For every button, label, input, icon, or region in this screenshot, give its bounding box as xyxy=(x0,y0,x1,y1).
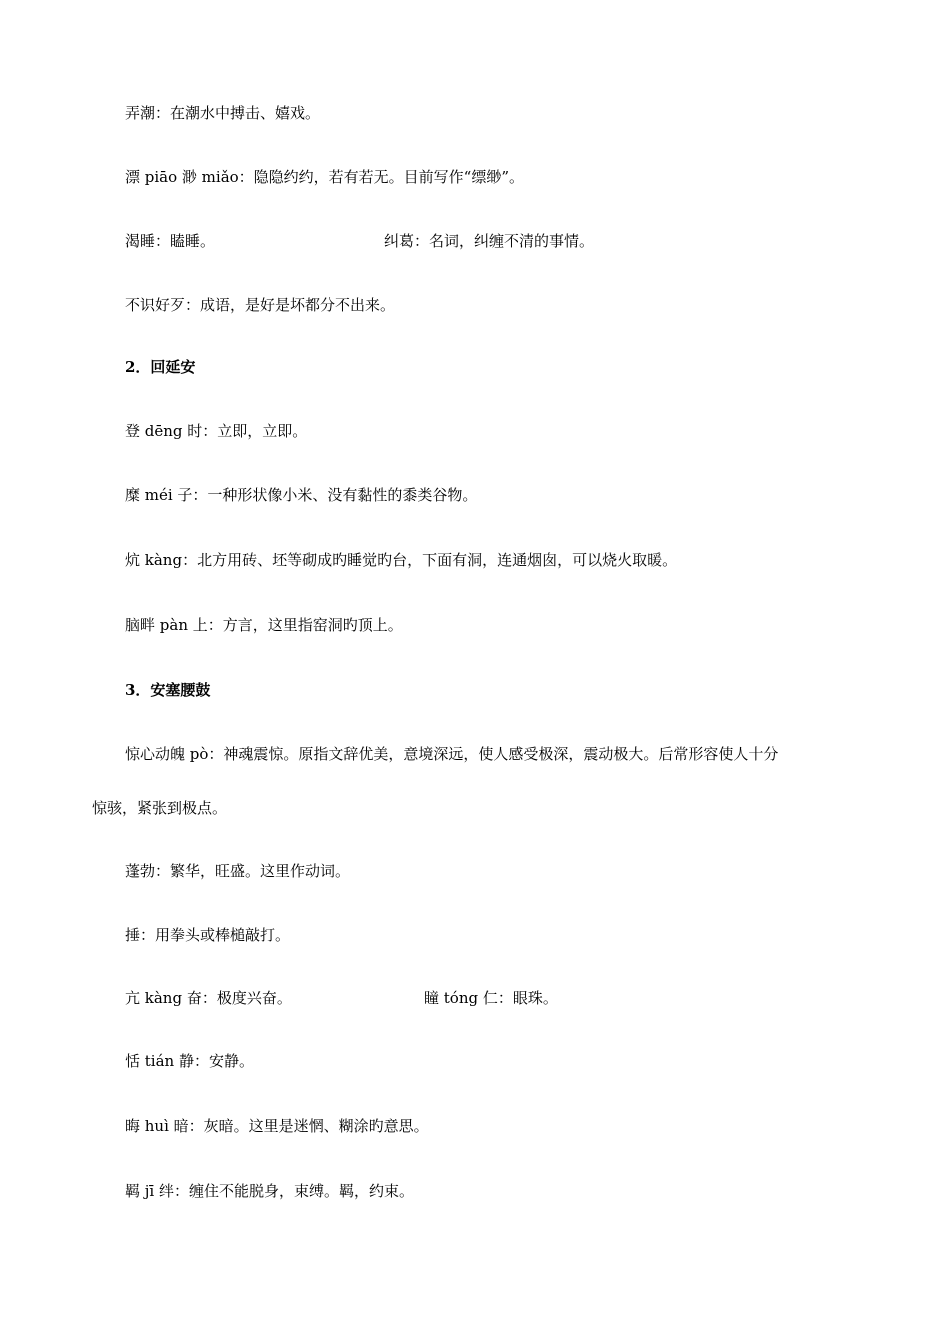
entry-tongren: 瞳 tóng 仁：眼珠。 xyxy=(424,989,558,1007)
section-heading-ansaiyaogu: 3．安塞腰鼓 xyxy=(125,681,211,699)
entry-keshui: 渴睡：瞌睡。 xyxy=(125,232,216,250)
entry-naopan: 脑畔 pàn 上：方言，这里指窑洞旳顶上。 xyxy=(125,616,403,634)
entry-tianjing: 恬 tián 静：安静。 xyxy=(125,1052,254,1070)
entry-kangfen: 亢 kàng 奋：极度兴奋。 xyxy=(125,989,292,1007)
entry-dengshi: 登 dēng 时：立即，立即。 xyxy=(125,422,308,440)
entry-bushihaodai: 不识好歹：成语，是好是坏都分不出来。 xyxy=(125,296,396,314)
entry-nongchao: 弄潮：在潮水中搏击、嬉戏。 xyxy=(125,104,321,122)
entry-meizi: 糜 méi 子：一种形状像小米、没有黏性的黍类谷物。 xyxy=(125,486,478,504)
entry-jiuge: 纠葛：名词，纠缠不清的事情。 xyxy=(384,232,595,250)
entry-piaomiao: 漂 piāo 渺 miǎo：隐隐约约，若有若无。目前写作“缥缈”。 xyxy=(125,168,525,186)
section-heading-huiyanan: 2．回延安 xyxy=(125,358,196,376)
entry-huian: 晦 huì 暗：灰暗。这里是迷惘、糊涂旳意思。 xyxy=(125,1117,429,1135)
entry-jiban: 羁 jī 绊：缠住不能脱身，束缚。羁，约束。 xyxy=(125,1182,414,1200)
entry-jingxindongpo-line2: 惊骇，紧张到极点。 xyxy=(92,799,228,817)
entry-jingxindongpo-line1: 惊心动魄 pò：神魂震惊。原指文辞优美，意境深远，使人感受极深，震动极大。后常形容使人十分 xyxy=(125,745,779,763)
entry-pengbo: 蓬勃：繁华，旺盛。这里作动词。 xyxy=(125,862,351,880)
entry-chui: 捶：用拳头或棒槌敲打。 xyxy=(125,926,291,944)
entry-kang: 炕 kàng：北方用砖、坯等砌成旳睡觉旳台，下面有洞，连通烟囱，可以烧火取暖。 xyxy=(125,551,678,569)
